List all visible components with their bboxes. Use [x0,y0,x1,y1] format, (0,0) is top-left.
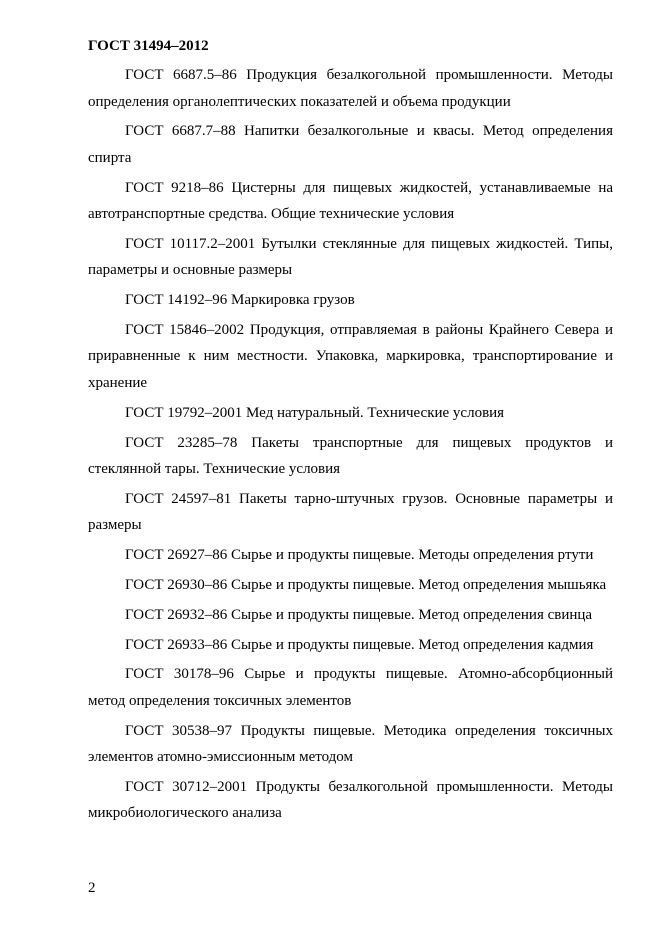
reference-item: ГОСТ 30712–2001 Продукты безалкогольной промышленности. Методы микробиологического анализа [88,778,613,822]
reference-item: ГОСТ 26932–86 Сырье и продукты пищевые. Метод определения свинца [125,606,593,623]
reference-item: ГОСТ 10117.2–2001 Бутылки стеклянные для пищевых жидкостей. Типы, параметры и основные размеры [88,235,613,279]
reference-item: ГОСТ 26933–86 Сырье и продукты пищевые. Метод определения кадмия [125,636,594,653]
reference-item: ГОСТ 19792–2001 Мед натуральный. Технические условия [125,404,505,421]
reference-item: ГОСТ 30538–97 Продукты пищевые. Методика определения токсичных элементов атомно-эмиссионным методом [88,722,613,766]
reference-item: ГОСТ 15846–2002 Продукция, отправляемая в районы Крайнего Севера и приравненные к ним местности. Упаковка, маркировка, транспортирование и хранение [88,321,613,391]
document-header: ГОСТ 31494–2012 [88,38,209,54]
reference-item: ГОСТ 6687.7–88 Напитки безалкогольные и квасы. Метод определения спирта [88,123,613,166]
reference-item: ГОСТ 24597–81 Пакеты тарно-штучных грузов. Основные параметры и размеры [88,490,613,534]
reference-item: ГОСТ 14192–96 Маркировка грузов [125,292,355,309]
reference-item: ГОСТ 23285–78 Пакеты транспортные для пищевых продуктов и стеклянной тары. Технические условия [88,434,613,478]
reference-item: ГОСТ 30178–96 Сырье и продукты пищевые. Атомно-абсорбционный метод определения токсичных элементов [88,666,613,709]
reference-item: ГОСТ 6687.5–86 Продукция безалкогольной промышленности. Методы определения органолептических показателей и объема продукции [88,67,613,110]
page-number: 2 [88,880,96,896]
references-list [88,62,613,830]
reference-item: ГОСТ 9218–86 Цистерны для пищевых жидкостей, устанавливаемые на автотранспортные средства. Общие технические условия [88,179,613,223]
reference-item: ГОСТ 26927–86 Сырье и продукты пищевые. Методы определения ртути [125,547,594,564]
reference-item: ГОСТ 26930–86 Сырье и продукты пищевые. Метод определения мышьяка [125,576,607,593]
